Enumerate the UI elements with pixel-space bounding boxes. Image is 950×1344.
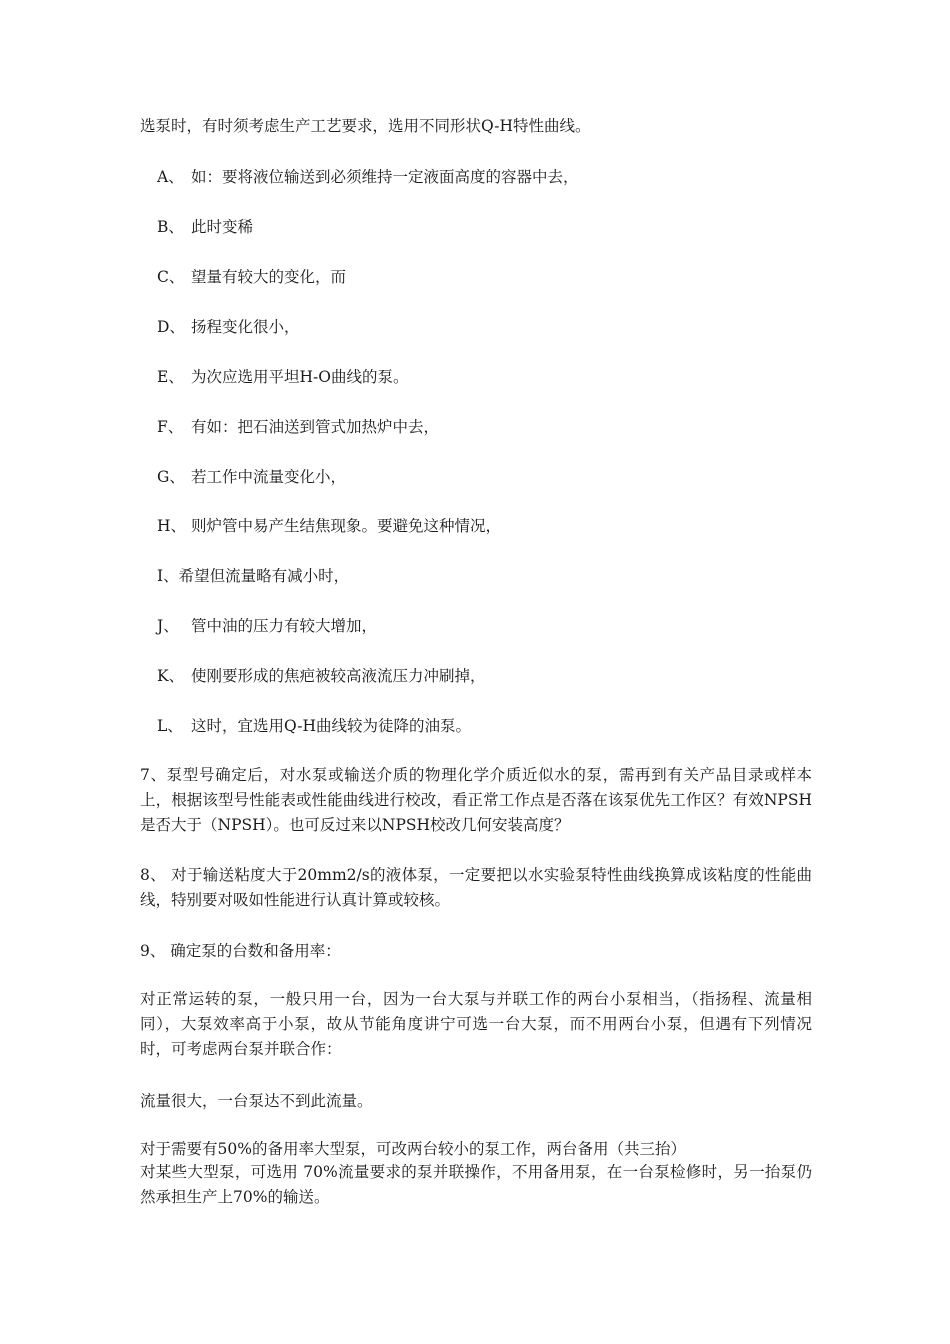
- paragraph-flow: 流量很大，一台泵达不到此流量。: [140, 1092, 373, 1110]
- item-text: 如：要将液位输送到必须维持一定液面高度的容器中去，: [191, 168, 579, 186]
- item-text: 此时变稀: [191, 218, 254, 236]
- paragraph-large-70: 对某些大型泵，可选用 70%流量要求的泵并联操作，不用备用泵，在一台泵检修时，另一抬泵仍然承担生产上70%的输送。: [140, 1163, 812, 1206]
- paragraph-9: 9、 确定泵的台数和备用率：: [140, 942, 341, 960]
- item-text: 望量有较大的变化，而: [191, 268, 347, 286]
- item-label: E、: [157, 368, 184, 386]
- list-item-d: [157, 317, 300, 337]
- item-text: 使刚要形成的焦疤被较高液流压力冲刷掉，: [191, 667, 486, 685]
- list-item-f: [157, 417, 439, 437]
- item-label: D、: [157, 318, 185, 336]
- list-item-e: [157, 367, 408, 387]
- item-label: L、: [157, 717, 183, 735]
- list-item-l: [157, 716, 471, 736]
- item-text: 希望但流量略有减小时，: [178, 567, 350, 585]
- list-item-h: [157, 516, 501, 536]
- intro-text: 选泵时，有时须考虑生产工艺要求，选用不同形状Q-H特性曲线。: [140, 117, 591, 135]
- list-item-b: [157, 217, 253, 237]
- item-text: 则炉管中易产生结焦现象。要避免这种情况，: [191, 517, 502, 535]
- item-text: 有如：把石油送到管式加热炉中去，: [191, 418, 440, 436]
- item-label: I、: [157, 567, 179, 585]
- item-label: F、: [157, 418, 184, 436]
- item-label: J、: [157, 617, 179, 635]
- item-label: B、: [157, 218, 184, 236]
- item-text: 为次应选用平坦H-O曲线的泵。: [191, 368, 409, 386]
- item-text: 扬程变化很小，: [191, 318, 300, 336]
- item-label: A、: [157, 168, 184, 186]
- item-text: 管中油的压力有较大增加，: [191, 617, 378, 635]
- item-label: C、: [157, 268, 185, 286]
- list-item-a: [157, 167, 579, 187]
- list-item-g: [157, 467, 346, 487]
- list-item-i: [157, 566, 349, 586]
- list-item-j: [157, 616, 377, 636]
- list-item-c: [157, 267, 346, 287]
- paragraph-8: 8、 对于输送粘度大于20mm2/s的液体泵，一定要把以水实验泵特性曲线换算成该粘度的性能曲线，特别要对吸如性能进行认真计算或较核。: [140, 866, 812, 909]
- item-label: G、: [157, 468, 185, 486]
- item-label: H、: [157, 517, 187, 535]
- paragraph-backup-50: 对于需要有50%的备用率大型泵，可改两台较小的泵工作，两台备用（共三抬）: [140, 1140, 686, 1158]
- paragraph-normal-operation: 对正常运转的泵，一般只用一台，因为一台大泵与并联工作的两台小泵相当，（指扬程、流量相同），大泵效率高于小泵，故从节能角度讲宁可选一台大泵，而不用两台小泵，但遇有下列情况时，可考虑两台泵并联合作：: [140, 990, 812, 1058]
- item-label: K、: [157, 667, 185, 685]
- paragraph-7: 7、泵型号确定后，对水泵或输送介质的物理化学介质近似水的泵，需再到有关产品目录或样本上，根据该型号性能表或性能曲线进行校改，看正常工作点是否落在该泵优先工作区？有效NPSH是否大于（NPSH）。也可反过来以NPSH校改几何安装高度？: [140, 766, 812, 834]
- list-item-k: [157, 666, 486, 686]
- item-text: 这时，宜选用Q-H曲线较为徒降的油泵。: [191, 717, 472, 735]
- item-text: 若工作中流量变化小，: [191, 468, 347, 486]
